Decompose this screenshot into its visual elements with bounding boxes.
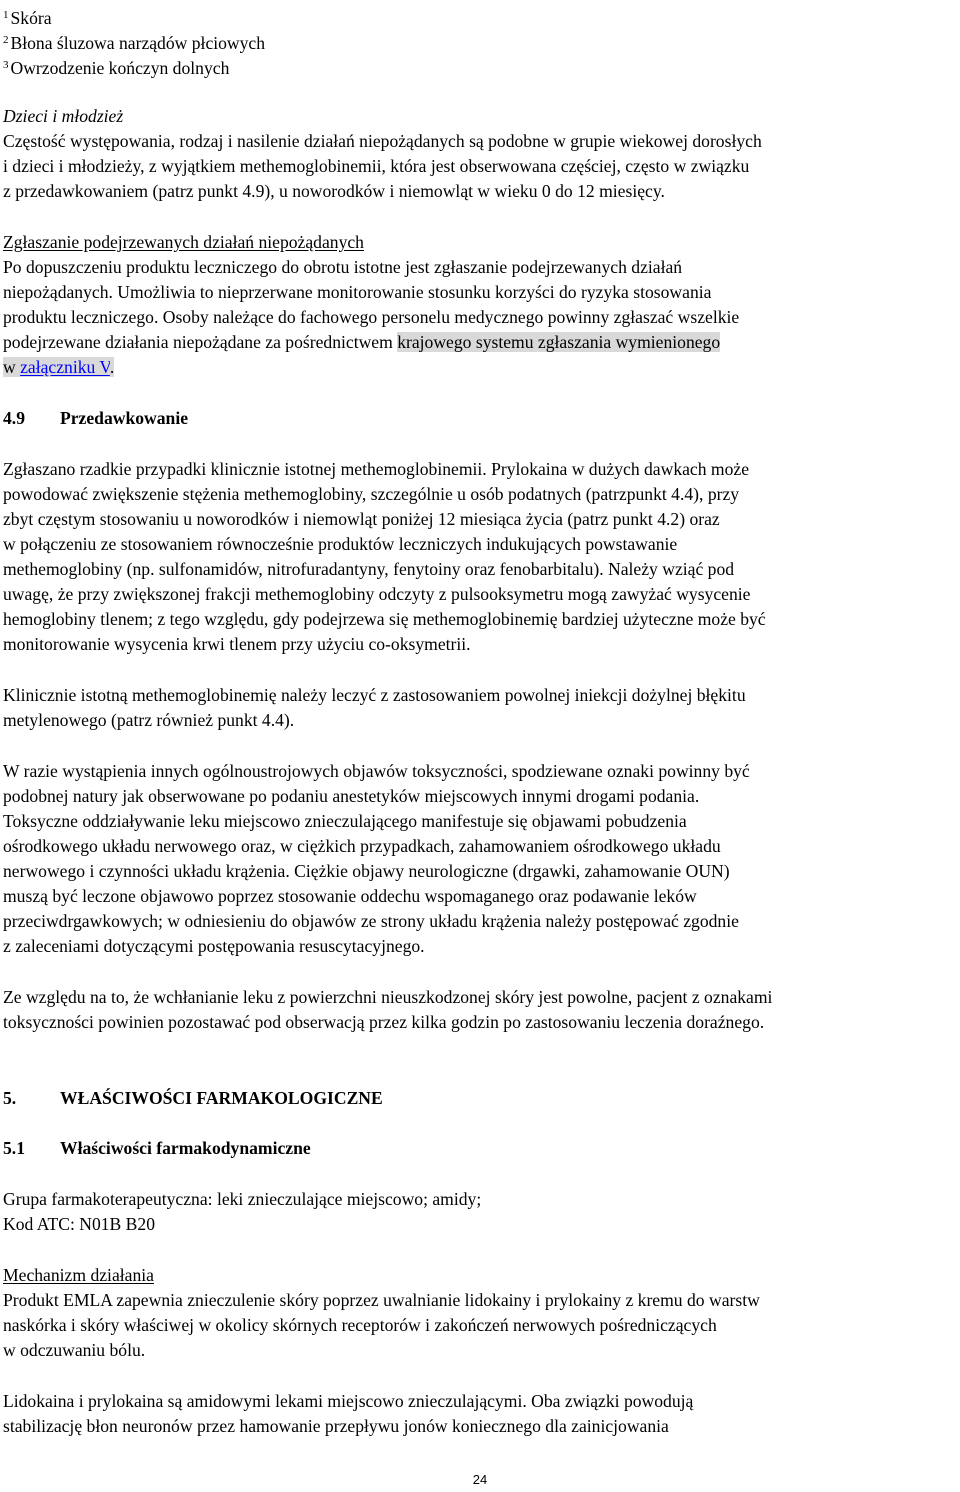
paragraph-line: Częstość występowania, rodzaj i nasilenie działań niepożądanych są podobne w grupie wiekowej dorosłych (3, 131, 762, 151)
paragraph-line: Lidokaina i prylokaina są amidowymi lekami miejscowo znieczulającymi. Oba związki powodują (3, 1391, 694, 1411)
highlighted-text: w (3, 357, 21, 377)
paragraph-line: Zgłaszano rzadkie przypadki klinicznie istotnej methemoglobinemii. Prylokaina w dużych dawkach może (3, 459, 750, 479)
paragraph-line: produktu leczniczego. Osoby należące do fachowego personelu medycznego powinny zgłaszać wszelkie (3, 307, 740, 327)
section-title: WŁAŚCIWOŚCI FARMAKOLOGICZNE (60, 1088, 383, 1108)
footnote-3 (3, 54, 229, 76)
paragraph-line: zbyt częstym stosowaniu u noworodków i niemowląt poniżej 12 miesiąca życia (patrz punkt 4.2) oraz (3, 509, 720, 529)
paragraph-line: uwagę, że przy zwiększonej frakcji methemoglobiny odczyty z pulsooksymetru mogą zawyżać wysycenie (3, 584, 751, 604)
paragraph-line: z zaleceniami dotyczącymi postępowania resuscytacyjnego. (3, 936, 425, 956)
section-heading-5 (3, 1087, 383, 1109)
paragraph-line: W razie wystąpienia innych ogólnoustrojowych objawów toksyczności, spodziewane oznaki powinny być (3, 761, 750, 781)
section-number: 4.9 (3, 408, 25, 428)
section-heading-4-9 (3, 407, 188, 429)
footnote-1 (3, 4, 52, 26)
section-number: 5.1 (3, 1138, 25, 1158)
paragraph-line: przeciwdrgawkowych; w odniesieniu do objawów ze strony układu krążenia należy postępować zgodnie (3, 911, 739, 931)
highlighted-text: krajowego systemu zgłaszania wymienionego (397, 332, 721, 352)
paragraph-line: Produkt EMLA zapewnia znieczulenie skóry poprzez uwalnianie lidokainy i prylokainy z kremu do warstw (3, 1290, 760, 1310)
section-heading-5-1 (3, 1137, 311, 1159)
paragraph-line: ośrodkowego układu nerwowego oraz, w ciężkich przypadkach, zahamowaniem ośrodkowego układu (3, 836, 721, 856)
paragraph-line: methemoglobiny (np. sulfonamidów, nitrofuradantyny, fenytoiny oraz fenobarbitalu). Należy wziąć pod (3, 559, 735, 579)
footnote-number: 1 (3, 9, 9, 21)
paragraph-line: powodować zwiększenie stężenia methemoglobiny, szczególnie u osób podatnych (patrzpunkt 4.4), przy (3, 484, 740, 504)
footnote-text: Skóra (10, 8, 52, 28)
line-text: . (109, 357, 115, 377)
paragraph-line (3, 356, 114, 378)
paragraph-line: Ze względu na to, że wchłanianie leku z powierzchni nieuszkodzonej skóry jest powolne, pacjent z oznakami (3, 987, 773, 1007)
atc-code-line: Kod ATC: N01B B20 (3, 1214, 156, 1234)
footnote-text: Błona śluzowa narządów płciowych (10, 33, 266, 53)
paragraph-line: naskórka i skóry właściwej w okolicy skórnych receptorów i zakończeń nerwowych pośredniczących (3, 1315, 717, 1335)
footnote-number: 2 (3, 34, 9, 46)
footnote-number: 3 (3, 59, 9, 71)
paragraph-line: niepożądanych. Umożliwia to nieprzerwane monitorowanie stosunku korzyści do ryzyka stosowania (3, 282, 712, 302)
paragraph-line: stabilizację błon neuronów przez hamowanie przepływu jonów koniecznego dla zainicjowania (3, 1416, 669, 1436)
section-title: Przedawkowanie (60, 408, 189, 428)
reporting-heading: Zgłaszanie podejrzewanych działań niepożądanych (3, 232, 364, 252)
paragraph-line (3, 331, 720, 353)
footnote-text: Owrzodzenie kończyn dolnych (10, 58, 230, 78)
paragraph-line: hemoglobiny tlenem; z tego względu, gdy podejrzewa się methemoglobinemię bardziej użyteczne może być (3, 609, 766, 629)
paragraph-line: Po dopuszczeniu produktu leczniczego do obrotu istotne jest zgłaszanie podejrzewanych działań (3, 257, 683, 277)
paragraph-line: podobnej natury jak obserwowane po podaniu anestetyków miejscowych innymi drogami podania. (3, 786, 700, 806)
paragraph-line: i dzieci i młodzieży, z wyjątkiem methemoglobinemii, która jest obserwowana częściej, często w związku (3, 156, 750, 176)
annex-v-link[interactable]: załączniku V (20, 357, 110, 377)
line-text: podejrzewane działania niepożądane za pośrednictwem (3, 332, 398, 352)
section-number: 5. (3, 1088, 17, 1108)
paragraph-line: toksyczności powinien pozostawać pod obserwacją przez kilka godzin po zastosowaniu leczenia doraźnego. (3, 1012, 765, 1032)
paragraph-line: muszą być leczone objawowo poprzez stosowanie oddechu wspomaganego oraz podawanie leków (3, 886, 697, 906)
paragraph-line: w połączeniu ze stosowaniem równocześnie produktów leczniczych indukujących powstawanie (3, 534, 678, 554)
footnote-2 (3, 29, 265, 51)
paragraph-line: nerwowego i czynności układu krążenia. Ciężkie objawy neurologiczne (drgawki, zahamowanie OUN) (3, 861, 730, 881)
paragraph-line: z przedawkowaniem (patrz punkt 4.9), u noworodków i niemowląt w wieku 0 do 12 miesięcy. (3, 181, 665, 201)
paragraph-line: Klinicznie istotną methemoglobinemię należy leczyć z zastosowaniem powolnej iniekcji dożylnej błękitu (3, 685, 746, 705)
paragraph-line: metylenowego (patrz również punkt 4.4). (3, 710, 295, 730)
children-heading: Dzieci i młodzież (3, 106, 124, 126)
paragraph-line: Grupa farmakoterapeutyczna: leki znieczulające miejscowo; amidy; (3, 1189, 482, 1209)
paragraph-line: w odczuwaniu bólu. (3, 1340, 146, 1360)
paragraph-line: Toksyczne oddziaływanie leku miejscowo znieczulającego manifestuje się objawami pobudzenia (3, 811, 687, 831)
mechanism-heading: Mechanizm działania (3, 1265, 154, 1285)
page-number: 24 (472, 1472, 488, 1487)
section-title: Właściwości farmakodynamiczne (60, 1138, 311, 1158)
paragraph-line: monitorowanie wysycenia krwi tlenem przy użyciu co-oksymetrii. (3, 634, 471, 654)
